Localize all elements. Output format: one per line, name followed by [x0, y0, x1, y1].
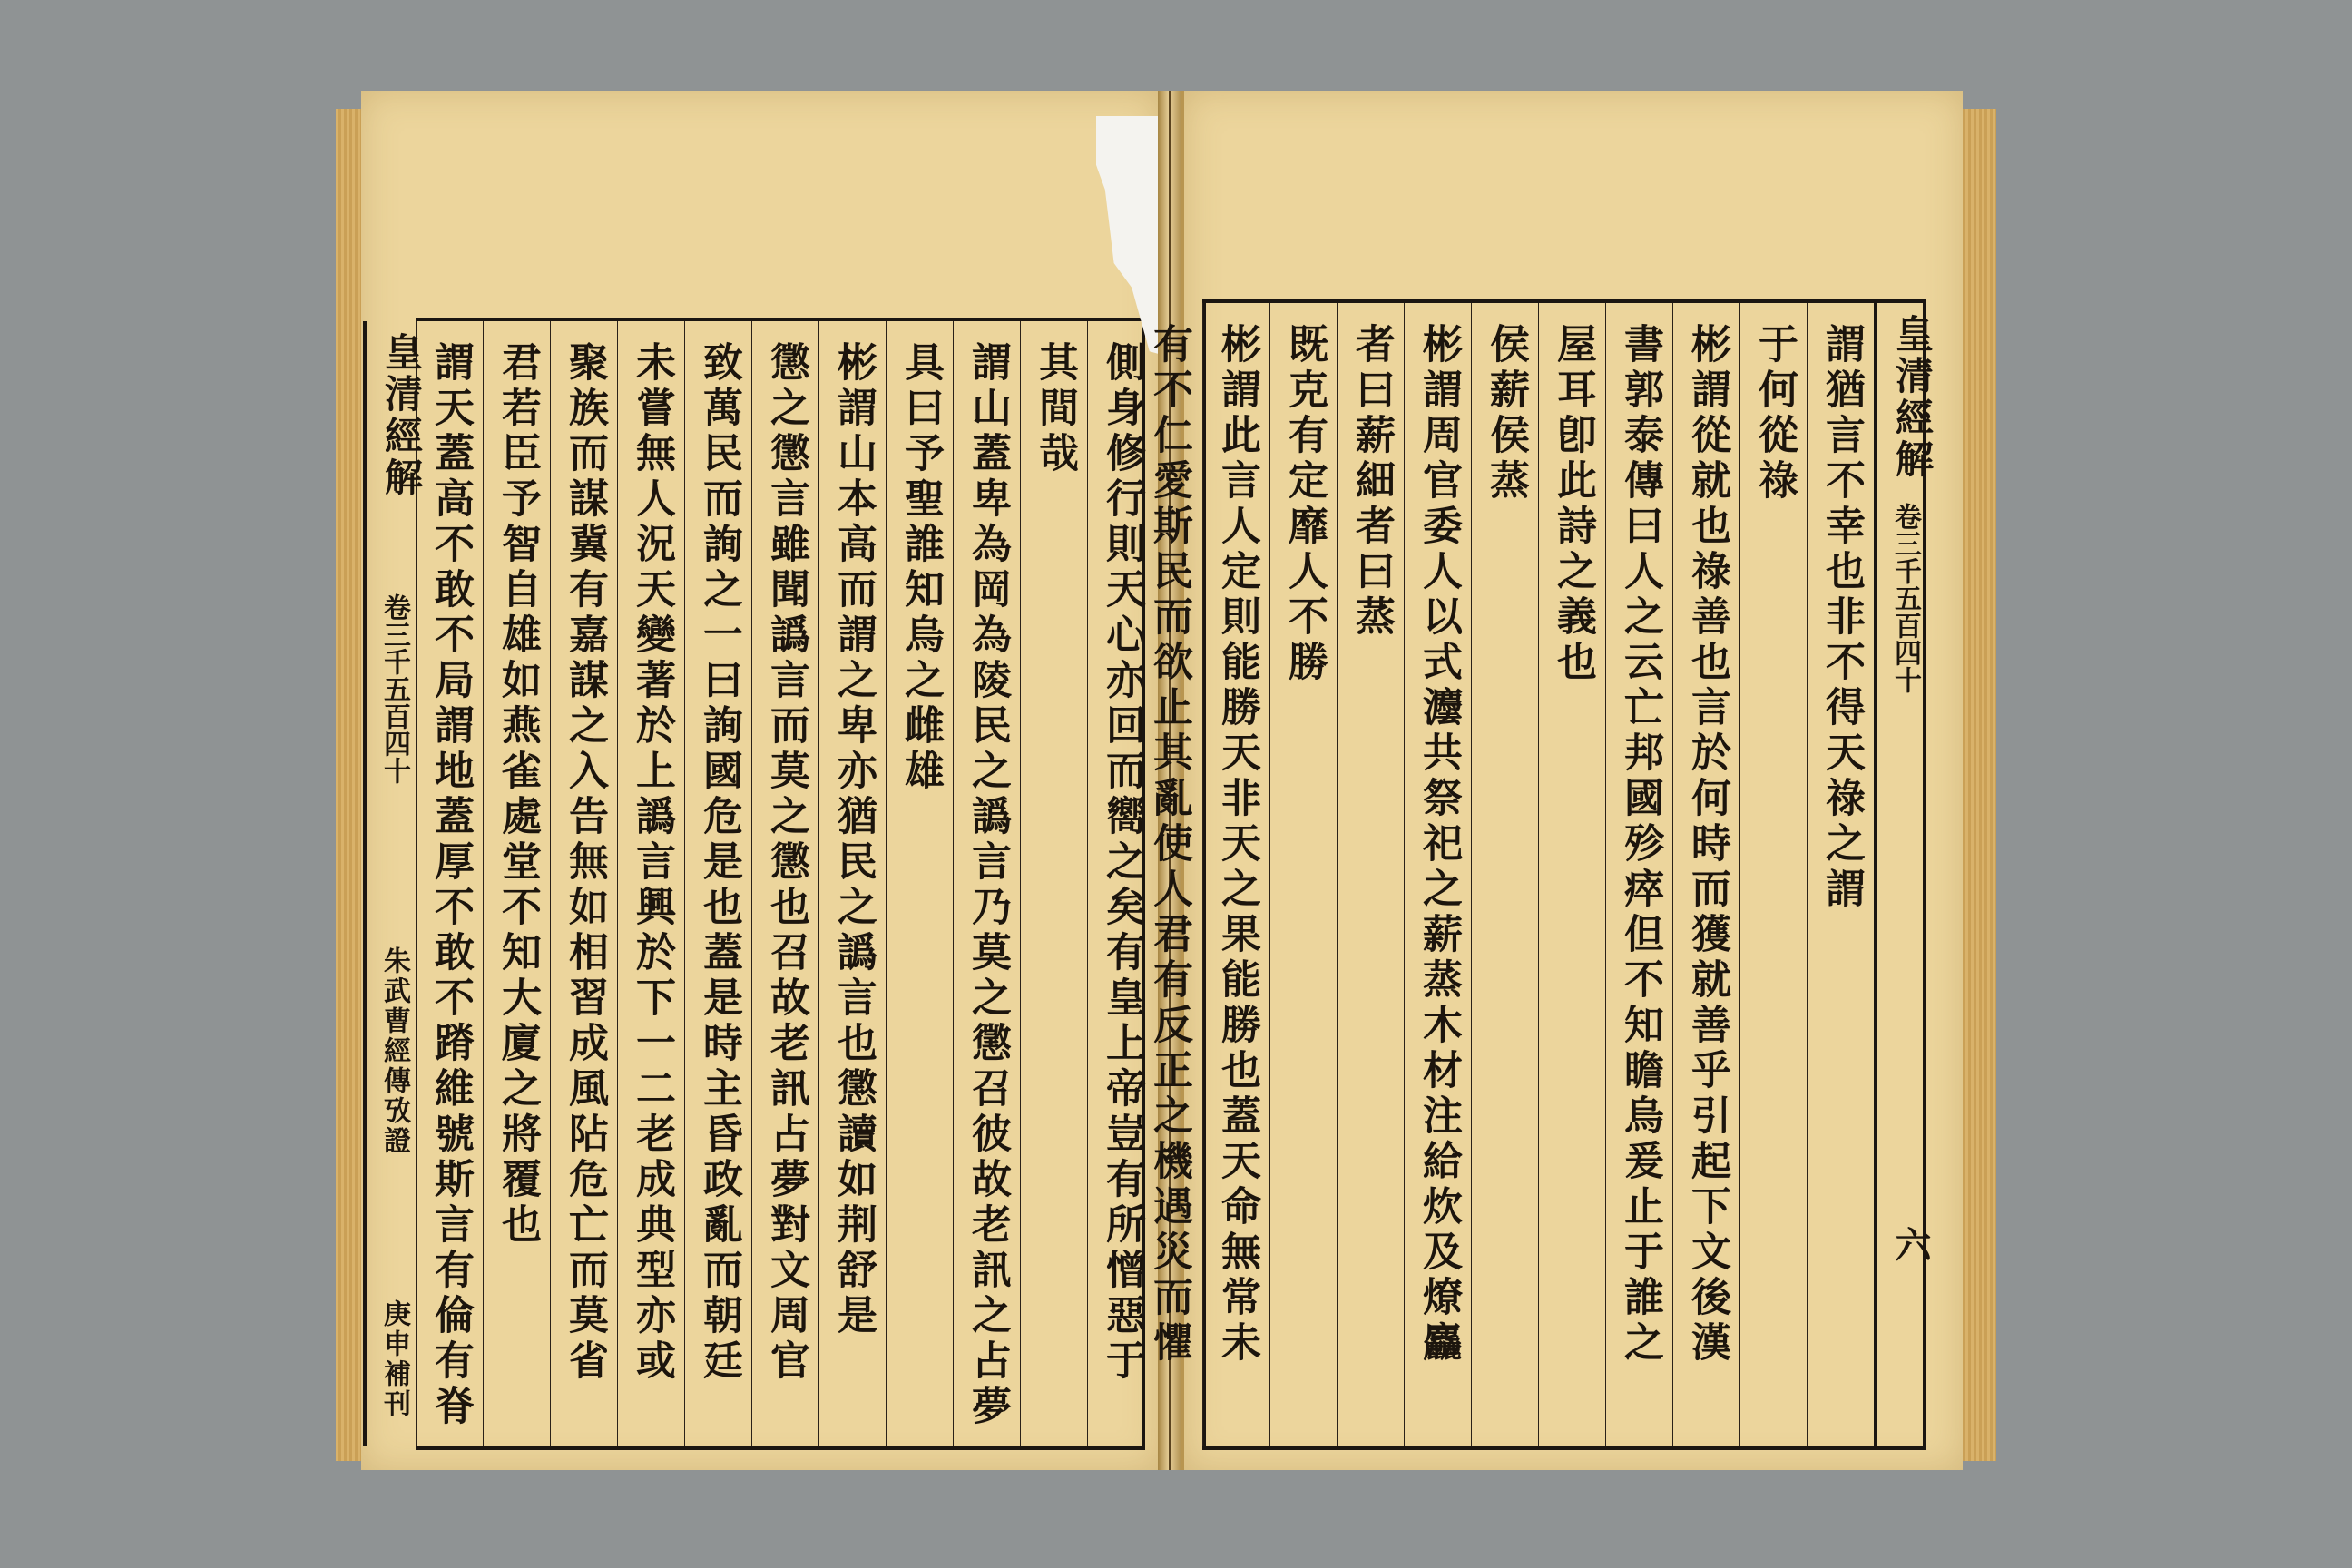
right-column-9: 既克有定靡人不勝	[1269, 303, 1338, 1446]
right-page-edges	[1960, 109, 1996, 1461]
right-column-7: 彬謂周官委人以式灋共祭祀之薪蒸木材注給炊及燎麤	[1404, 303, 1472, 1446]
right-column-4: 書郭泰傳曰人之云亡邦國殄瘁但不知瞻烏爰止于誰之	[1605, 303, 1673, 1446]
right-column-3: 彬謂從就也祿善也言於何時而獲就善乎引起下文後漢	[1672, 303, 1740, 1446]
right-column-10: 彬謂此言人定則能勝天非天之果能勝也蓋天命無常未	[1202, 303, 1270, 1446]
right-page-number: 六	[1889, 1226, 1932, 1265]
right-column-5: 屋耳卽此詩之義也	[1538, 303, 1606, 1446]
right-column-6: 侯薪侯蒸	[1471, 303, 1539, 1446]
right-column-1: 謂猶言不幸也非不得天祿之謂	[1807, 303, 1875, 1446]
left-column-11: 謂天蓋高不敢不局謂地蓋厚不敢不蹐維號斯言有倫有脊	[416, 321, 484, 1446]
right-margin-title: 皇清經解	[1890, 314, 1935, 481]
left-text-frame	[378, 318, 1145, 1450]
left-column-6: 懲之懲言雖聞譌言而莫之懲也召故老訊占夢對文周官	[751, 321, 819, 1446]
left-column-3: 謂山蓋卑為岡為陵民之譌言乃莫之懲召彼故老訊之占夢	[953, 321, 1021, 1446]
right-column-11: 有不仁愛斯民而欲止其亂使人君有反正之機遇災而懼	[1146, 323, 1192, 1367]
left-page	[361, 91, 1162, 1470]
left-margin-section: 卷三千五百四十	[378, 593, 410, 784]
right-margin-section: 卷三千五百四十	[1889, 503, 1921, 693]
left-column-1: 側身修行則天心亦回而嚮之矣有皇上帝豈有所憎惡于	[1087, 321, 1155, 1446]
left-margin-column	[363, 321, 424, 1446]
left-margin-footer2: 庚申補刊	[378, 1299, 410, 1419]
left-column-8: 未嘗無人況天變著於上譌言興於下一二老成典型亦或	[617, 321, 685, 1446]
right-column-8: 者曰薪細者曰蒸	[1337, 303, 1405, 1446]
left-column-4: 具曰予聖誰知烏之雌雄	[886, 321, 954, 1446]
left-column-10: 君若臣予智自雄如燕雀處堂不知大廈之將覆也	[483, 321, 551, 1446]
right-text-frame	[1146, 299, 1935, 1450]
left-column-9: 聚族而謀冀有嘉謀之入告無如相習成風阽危亡而莫省	[550, 321, 618, 1446]
right-page	[1146, 91, 1963, 1470]
left-column-7: 致萬民而詢之一曰詢國危是也蓋是時主昏政亂而朝廷	[684, 321, 752, 1446]
left-column-5: 彬謂山本高而謂之卑亦猶民之譌言也懲讀如荆舒是	[818, 321, 887, 1446]
left-margin-footer: 朱武曹經傳攷證	[378, 946, 410, 1156]
open-book	[336, 91, 1996, 1479]
left-margin-title: 皇清經解	[379, 332, 424, 499]
right-column-2: 于何從祿	[1740, 303, 1808, 1446]
right-margin-column	[1874, 303, 1935, 1446]
left-column-2: 其間哉	[1020, 321, 1088, 1446]
